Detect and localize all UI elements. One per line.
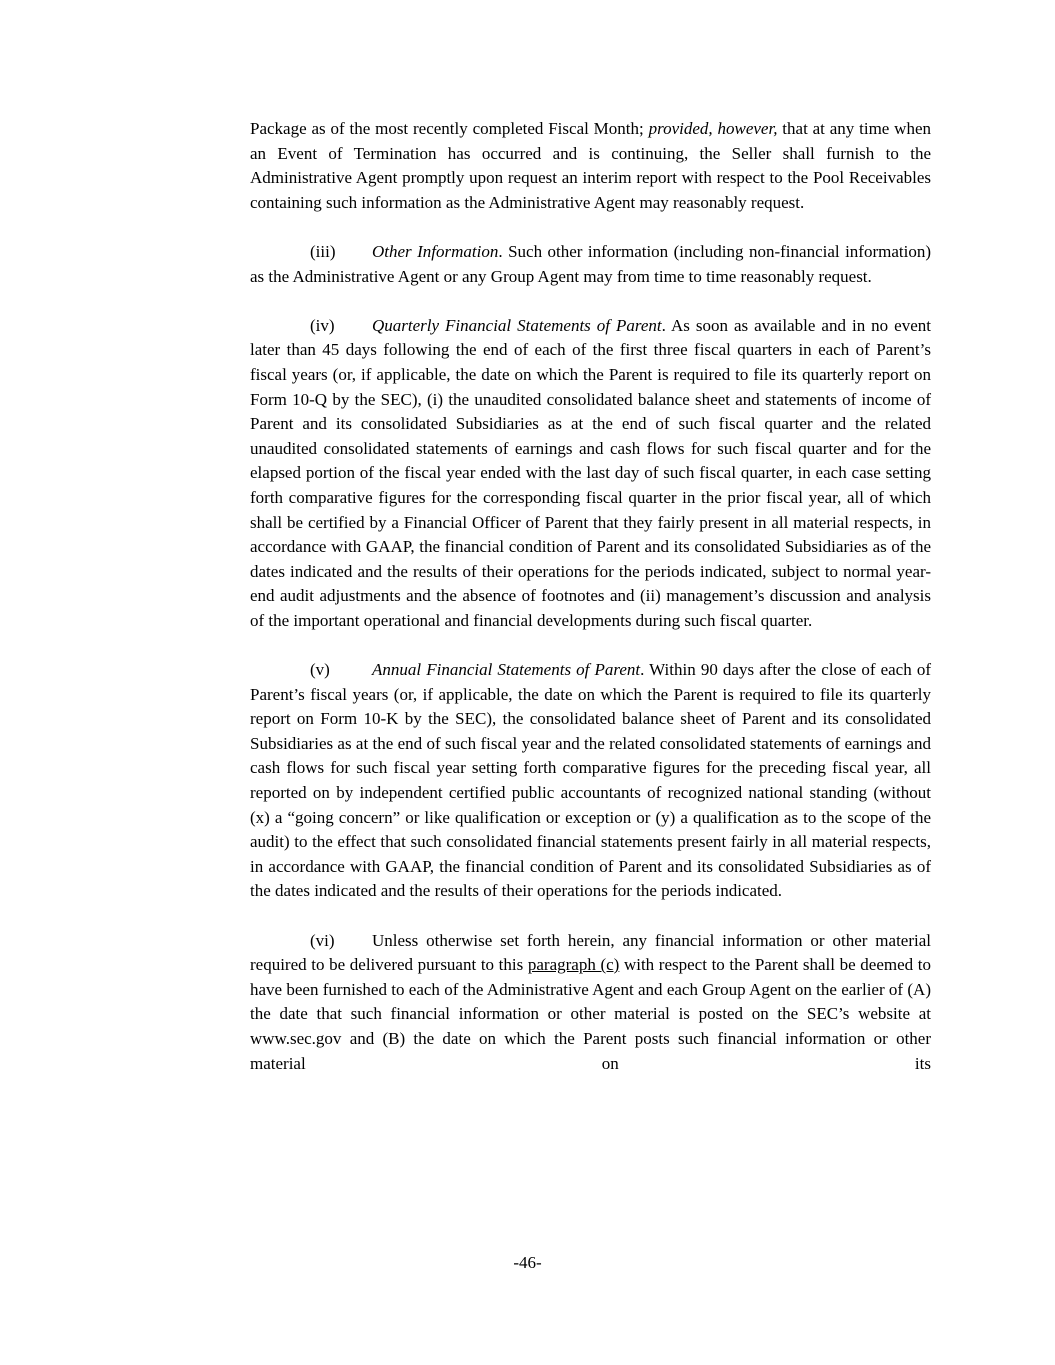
paragraph [250,314,931,634]
text-segment: . Within 90 days after the close of each of Parent’s fiscal years (or, if applicable, the date on which the Parent is required to file its quarterly report on Form 10-K by the SEC), the consolidated balance sheet of Parent and its consolidated Subsidiaries as at the end of such fiscal year and the related consolidated statements of earnings and cash flows for such fiscal year setting forth comparative figures for the preceding fiscal year, all reported on by independent certified public accountants of recognized national standing (without (x) a “going concern” or like qualification or exception or (y) a qualification as to the scope of the audit) to the effect that such consolidated financial statements present fairly in all material respects, in accordance with GAAP, the financial condition of Parent and its consolidated Subsidiaries as of the dates indicated and the results of their operations for the periods indicated. [250,660,931,901]
paragraph [250,929,931,1077]
paragraph-number: (v) [310,660,330,680]
text-segment: paragraph (c) [527,955,620,975]
paragraph [250,240,931,289]
paragraph [250,117,931,215]
text-segment: Other Information [372,241,499,261]
paragraph [250,658,931,904]
document-body [250,117,931,1101]
text-segment: Unless otherwise set forth herein, any financial information or other material required to be delivered pursuant to this [250,930,931,975]
text-segment: . As soon as available and in no event later than 45 days following the end of each of the first three fiscal quarters in each of Parent’s fiscal years (or, if applicable, the date on which the Parent is required to file its quarterly report on Form 10-Q by the SEC), (i) the unaudited consolidated balance sheet and statements of income of Parent and its consolidated Subsidiaries as at the end of such fiscal quarter and the related unaudited consolidated statements of earnings and cash flows for such fiscal quarter and for the elapsed portion of the fiscal year ended with the last day of such fiscal quarter, in each case setting forth comparative figures for the corresponding fiscal quarter in the prior fiscal year, all of which shall be certified by a Financial Officer of Parent that they fairly present in all material respects, in accordance with GAAP, the financial condition of Parent and its consolidated Subsidiaries as of the dates indicated and the results of their operations for the periods indicated, subject to normal year-end audit adjustments and the absence of footnotes and (ii) management’s discussion and analysis of the important operational and financial developments during such fiscal quarter. [250,315,931,630]
text-segment: Annual Financial Statements of Parent [372,660,641,680]
text-segment: . Such other information (including non-financial information) as the Administrative Agent or any Group Agent may from time to time reasonably request. [250,241,931,286]
text-segment: with respect to the Parent shall be deemed to have been furnished to each of the Administrative Agent and each Group Agent on the earlier of (A) the date that such financial information or other material is posted on the SEC’s website at www.sec.gov and (B) the date on which the Parent posts such financial information or other material on its [250,955,931,1073]
text-segment: Package as of the most recently completed Fiscal Month; [250,119,649,138]
text-segment: that at any time when an Event of Termination has occurred and is continuing, the Seller shall furnish to the Administrative Agent promptly upon request an interim report with respect to the Pool Receivables containing such information as the Administrative Agent may reasonably request. [250,119,932,212]
text-segment: provided, however, [648,119,778,138]
page-number: -46- [513,1253,542,1272]
text-segment: Quarterly Financial Statements of Parent [372,315,662,335]
paragraph-number: (vi) [310,930,335,950]
paragraph-number: (iii) [310,241,336,261]
paragraph-number: (iv) [310,315,335,335]
